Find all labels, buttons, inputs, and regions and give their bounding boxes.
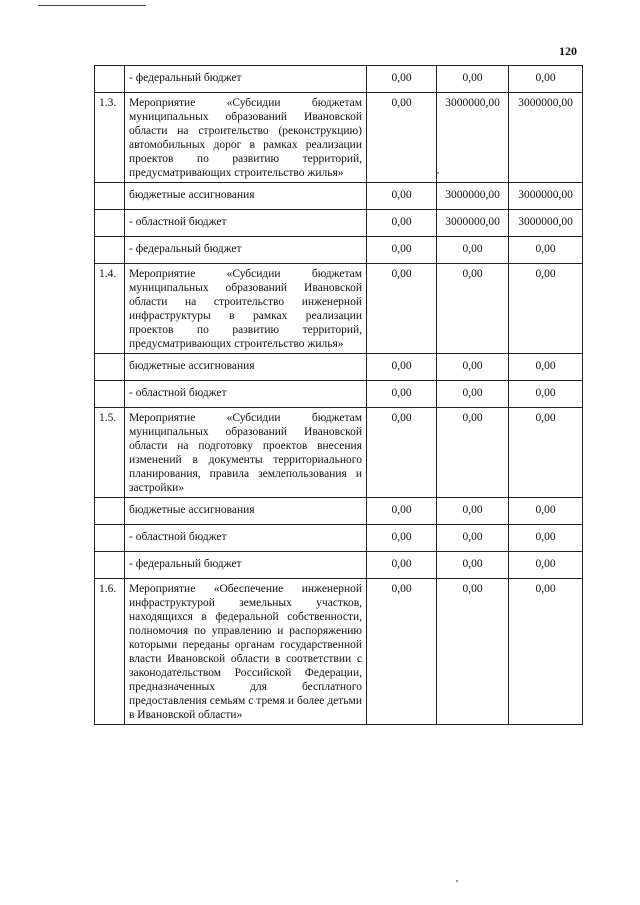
row-description: - областной бюджет [125,381,367,408]
value-year-1: 0,00 [367,381,437,408]
row-description: - федеральный бюджет [125,552,367,579]
value-year-3: 0,00 [509,525,583,552]
table-row [95,381,583,408]
value-year-1: 0,00 [367,354,437,381]
row-number [95,381,125,408]
value-year-3: 0,00 [509,552,583,579]
value-year-1: 0,00 [367,66,437,93]
row-description: бюджетные ассигнования [125,354,367,381]
value-year-1: 0,00 [367,183,437,210]
value-year-3: 3000000,00 [509,183,583,210]
value-year-3: 0,00 [509,237,583,264]
row-number: 1.3. [95,93,125,183]
row-description: Мероприятие «Обеспечение инженерной инфраструктурой земельных участков, находящихся в федеральной собственности, полномочия по управлению и распоряжению которыми переданы органам государственной власти Ивановской области в соответствии с законодательством Российской Федерации, предназначенных для бесплатного предоставления семьям с тремя и более детьми в Ивановской области» [125,579,367,725]
value-year-2: 0,00 [437,579,509,725]
value-year-1: 0,00 [367,210,437,237]
value-year-3: 0,00 [509,498,583,525]
row-number [95,183,125,210]
row-description: бюджетные ассигнования [125,498,367,525]
value-year-2: 0,00 [437,264,509,354]
row-description: Мероприятие «Субсидии бюджетам муниципальных образований Ивановской области на строительство (реконструкцию) автомобильных дорог в рамках реализации проектов по развитию территорий, предусматривающих строительство жилья» [125,93,367,183]
value-year-2: 0,00 [437,237,509,264]
value-year-2: 3000000,00 [437,93,509,183]
value-year-3: 0,00 [509,354,583,381]
value-year-1: 0,00 [367,93,437,183]
value-year-1: 0,00 [367,552,437,579]
value-year-2: 0,00 [437,552,509,579]
value-year-2: 0,00 [437,525,509,552]
row-number: 1.4. [95,264,125,354]
value-year-3: 0,00 [509,381,583,408]
value-year-1: 0,00 [367,408,437,498]
value-year-2: 0,00 [437,408,509,498]
value-year-3: 0,00 [509,264,583,354]
row-number [95,210,125,237]
value-year-2: 0,00 [437,354,509,381]
row-description: - областной бюджет [125,525,367,552]
budget-table [94,65,583,725]
value-year-2: 3000000,00 [437,210,509,237]
value-year-1: 0,00 [367,237,437,264]
scan-edge-line [38,5,146,6]
value-year-2: 3000000,00 [437,183,509,210]
value-year-1: 0,00 [367,525,437,552]
row-description: - федеральный бюджет [125,66,367,93]
row-number: 1.5. [95,408,125,498]
value-year-3: 0,00 [509,66,583,93]
value-year-2: 0,00 [437,498,509,525]
row-number [95,237,125,264]
table-row [95,525,583,552]
value-year-3: 3000000,00 [509,210,583,237]
value-year-1: 0,00 [367,264,437,354]
row-description: бюджетные ассигнования [125,183,367,210]
table-row [95,552,583,579]
row-description: Мероприятие «Субсидии бюджетам муниципальных образований Ивановской области на строительство инженерной инфраструктуры в рамках реализации проектов по развитию территорий, предусматривающих строительство жилья» [125,264,367,354]
table-row [95,408,583,498]
table-row [95,354,583,381]
table-row [95,498,583,525]
row-number [95,552,125,579]
scan-dot [456,880,458,882]
row-number [95,354,125,381]
value-year-1: 0,00 [367,579,437,725]
row-number [95,66,125,93]
value-year-2: 0,00 [437,66,509,93]
table-row [95,183,583,210]
table-row [95,237,583,264]
row-number: 1.6. [95,579,125,725]
page-number: 120 [559,44,577,58]
row-description: Мероприятие «Субсидии бюджетам муниципальных образований Ивановской области на подготовку проектов внесения изменений в документы территориального планирования, правила землепользования и застройки» [125,408,367,498]
value-year-3: 3000000,00 [509,93,583,183]
value-year-2: 0,00 [437,381,509,408]
value-year-3: 0,00 [509,579,583,725]
table-row [95,66,583,93]
value-year-1: 0,00 [367,498,437,525]
row-number [95,498,125,525]
value-year-3: 0,00 [509,408,583,498]
table-row [95,210,583,237]
row-number [95,525,125,552]
table-row [95,264,583,354]
table-row [95,579,583,725]
row-description: - областной бюджет [125,210,367,237]
table-row [95,93,583,183]
row-description: - федеральный бюджет [125,237,367,264]
